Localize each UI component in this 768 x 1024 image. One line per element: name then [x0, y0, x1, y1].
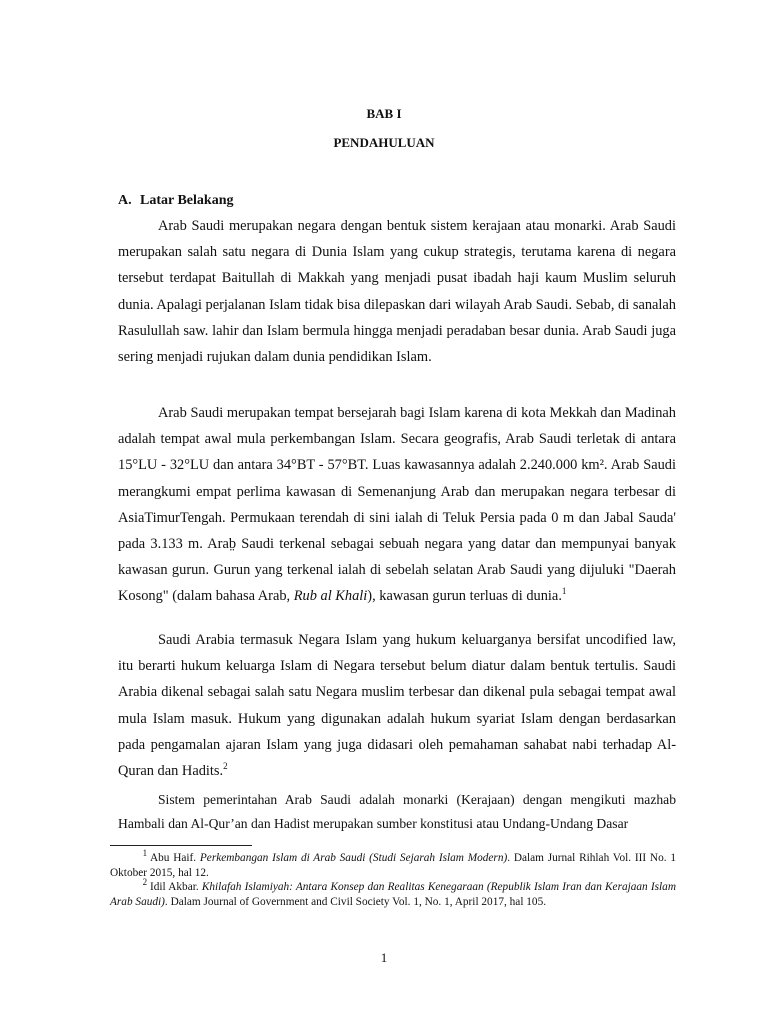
footnote-2-source: . Dalam Journal of Government and Civil Society Vol. 1, No. 1, April 2017, hal 105. [164, 895, 547, 908]
footnote-1-ref: 1 [142, 848, 148, 859]
section-title: Latar Belakang [140, 193, 234, 208]
footnote-2-title: Khilafah Islamiyah: Antara Konsep dan Realitas Kenegaraan (Republik Islam Iran dan Kerajaan Islam Arab Saudi) [110, 881, 676, 908]
paragraph-4 [118, 788, 676, 836]
footnote-1 [110, 848, 676, 880]
paragraph-1-text: Arab Saudi merupakan negara dengan bentuk sistem kerajaan atau monarki. Arab Saudi merupakan salah satu negara di Dunia Islam yang cukup strategis, terutama karena di negara tersebut terdapat Baitullah di Makkah yang menjadi pusat ibadah haji kaum Muslim seluruh dunia. Apalagi perjalanan Islam tidak bisa dilepaskan dari wilayah Arab Saudi. Sebab, di sanalah Rasulullah saw. lahir dan Islam bermula hingga menjadi peradaban besar dunia. Arab Saudi juga sering menjadi rujukan dalam dunia pendidikan Islam. [118, 218, 676, 366]
footnote-1-source: . Dalam Jurnal Rihlah Vol. III No. 1 Oktober 2015, hal 12. [110, 852, 676, 879]
footnote-2 [110, 877, 676, 909]
footnote-2-ref: 2 [142, 877, 148, 888]
footnote-1-author: Abu Haif. [150, 852, 200, 864]
footnote-ref-2[interactable]: 2 [223, 761, 228, 772]
footnote-ref-1[interactable]: 1 [561, 586, 567, 597]
paragraph-2-text: Arab Saudi merupakan tempat bersejarah bagi Islam karena di kota Mekkah dan Madinah adalah tempat awal mula perkembangan Islam. Secara geografis, Arab Saudi terletak di antara 15°LU - 32°LU dan antara 34°BT - 57°BT. Luas kawasannya adalah 2.240.000 km². Arab Saudi merangkumi empat perlima kawasan di Semenanjung Arab dan merupakan negara terbesar di AsiaTimurTengah. Permukaan terendah di sini ialah di Teluk Persia pada 0 m dan Jabal Sauda' pada 3.133 m. Arab̤ Saudi terkenal sebagai sebuah negara yang datar dan mempunyai banyak kawasan gurun. Gurun yang terkenal ialah di sebelah selatan Arab Saudi yang dijuluki "Daerah Kosong" (dalam bahasa Arab, [118, 405, 676, 605]
section-heading [118, 193, 233, 209]
section-marker: A. [118, 193, 132, 208]
footnote-1-title: Perkembangan Islam di Arab Saudi (Studi Sejarah Islam Modern) [199, 852, 508, 864]
paragraph-3 [118, 627, 676, 784]
paragraph-2 [118, 400, 676, 610]
chapter-number: BAB I [366, 106, 402, 121]
footnote-divider [110, 845, 252, 846]
paragraph-2-italic: Rub al Khali [293, 588, 368, 605]
page-number: 1 [380, 950, 388, 965]
footnote-2-author: Idil Akbar. [150, 881, 202, 893]
paragraph-3-text: Saudi Arabia termasuk Negara Islam yang hukum keluarganya bersifat uncodified law, itu berarti hukum keluarga Islam di Negara tersebut belum diatur dalam bentuk tertulis. Saudi Arabia dikenal sebagai salah satu Negara muslim terbesar dan dikenal pula sebagai tempat awal mula Islam masuk. Hukum yang digunakan adalah hukum syariat Islam dengan berdasarkan pada pengamalan ajaran Islam yang juga didasari oleh pemahaman sahabat nabi terhadap Al-Quran dan Hadits. [118, 632, 676, 780]
paragraph-1 [118, 213, 676, 370]
chapter-title: PENDAHULUAN [333, 135, 435, 150]
paragraph-4-text: Sistem pemerintahan Arab Saudi adalah monarki (Kerajaan) dengan mengikuti mazhab Hambali dan Al-Qur’an dan Hadist merupakan sumber konstitusi atau Undang-Undang Dasar [118, 792, 676, 831]
paragraph-2-tail: ), kawasan gurun terluas di dunia. [367, 588, 562, 605]
